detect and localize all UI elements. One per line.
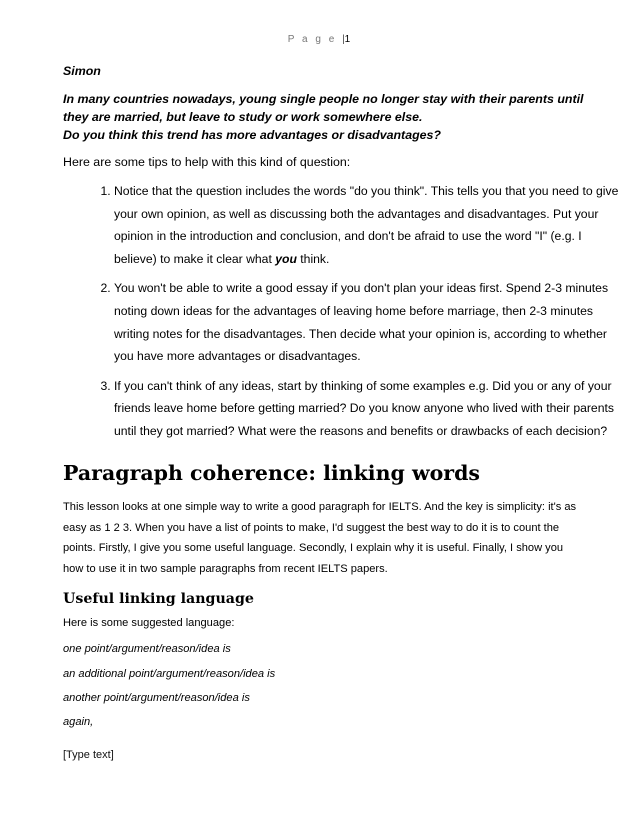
- tip-1-emphasis: you: [275, 251, 297, 266]
- phrase-4: again,: [63, 716, 94, 728]
- page-label: P a g e: [287, 34, 337, 45]
- lesson-paragraph: This lesson looks at one simple way to write a good paragraph for IELTS. And the key is simplicity: it's as easy as 1 2 3. When you have a list of points to make, I'd suggest the best way to do it is to count the points. Firstly, I give you some useful language. Secondly, I explain why it is useful. Finally, I show you how to use it in two sample paragraphs from recent IELTS papers.: [63, 501, 577, 575]
- phrase-1: one point/argument/reason/idea is: [63, 643, 231, 655]
- author-name: Simon: [63, 64, 101, 78]
- phrase-2: an additional point/argument/reason/idea is: [63, 668, 276, 680]
- question-line-3: Do you think this trend has more advantages or disadvantages?: [63, 128, 441, 142]
- tips-intro: Here are some tips to help with this kind of question:: [63, 155, 351, 169]
- phrase-3: another point/argument/reason/idea is: [63, 692, 250, 704]
- footer-placeholder[interactable]: [Type text]: [63, 749, 114, 761]
- language-intro: Here is some suggested language:: [63, 617, 235, 629]
- tip-item-2: 2. You won't be able to write a good essay if you don't plan your ideas first. Spend 2-3 minutes noting down ideas for the advantages of leaving home before marriage, then 2-3 minutes writing notes for the disadvantages. Then decide what your opinion is, according to whether you have more advantages or disadvantages.: [114, 277, 626, 367]
- tip-1-end: think.: [296, 251, 330, 266]
- question-line-1: In many countries nowadays, young single people no longer stay with their parents until: [63, 92, 584, 106]
- page-number: [0, 34, 638, 45]
- heading-paragraph-coherence: Paragraph coherence: linking words: [63, 461, 480, 485]
- page-separator: |: [342, 34, 345, 45]
- tip-item-3: 3. If you can't think of any ideas, start by thinking of some examples e.g. Did you or any of your friends leave home before getting married? Do you know anyone who lived with their parents until they got married? What were the reasons and benefits or drawbacks of each decision?: [114, 375, 626, 443]
- tips-list: [63, 180, 626, 450]
- question-line-2: they are married, but leave to study or work somewhere else.: [63, 110, 423, 124]
- tip-item-1: [114, 180, 626, 270]
- page-number-value: 1: [344, 34, 351, 45]
- heading-useful-linking-language: Useful linking language: [63, 591, 254, 607]
- tip-1-text: Notice that the question includes the words "do you think". This tells you that you need to give your own opinion, as well as discussing both the advantages and disadvantages. Put your opinion in the introduction and conclusion, and don't be afraid to use the word "I" (e.g. I believe) to make it clear what: [114, 184, 619, 266]
